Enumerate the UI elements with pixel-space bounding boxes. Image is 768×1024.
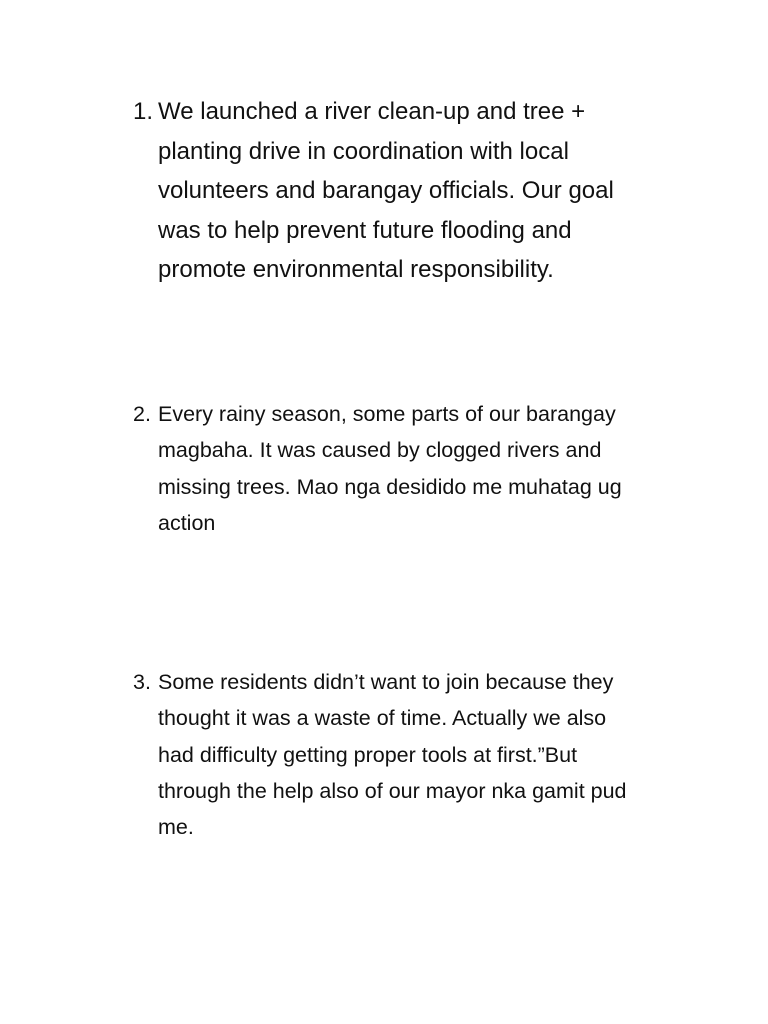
- list-item-number: 1.: [133, 98, 154, 125]
- list-item: [133, 92, 663, 290]
- list-item-text: Every rainy season, some parts of our barangay magbaha. It was caused by clogged rivers and missing trees. Mao nga desidido me muhatag ug action: [158, 402, 622, 535]
- list-item-text: Some residents didn’t want to join because they thought it was a waste of time. Actually we also had difficulty getting proper tools at first.”But through the help also of our mayor nka gamit pud me.: [158, 670, 627, 840]
- list-item-number: 2.: [133, 402, 151, 426]
- list-item: [133, 396, 663, 541]
- list-item: [133, 664, 663, 845]
- list-item-number: 3.: [133, 670, 151, 694]
- list-item-text: We launched a river clean-up and tree + planting drive in coordination with local volunteers and barangay officials. Our goal was to help prevent future flooding and promote environmental responsibility.: [158, 98, 614, 283]
